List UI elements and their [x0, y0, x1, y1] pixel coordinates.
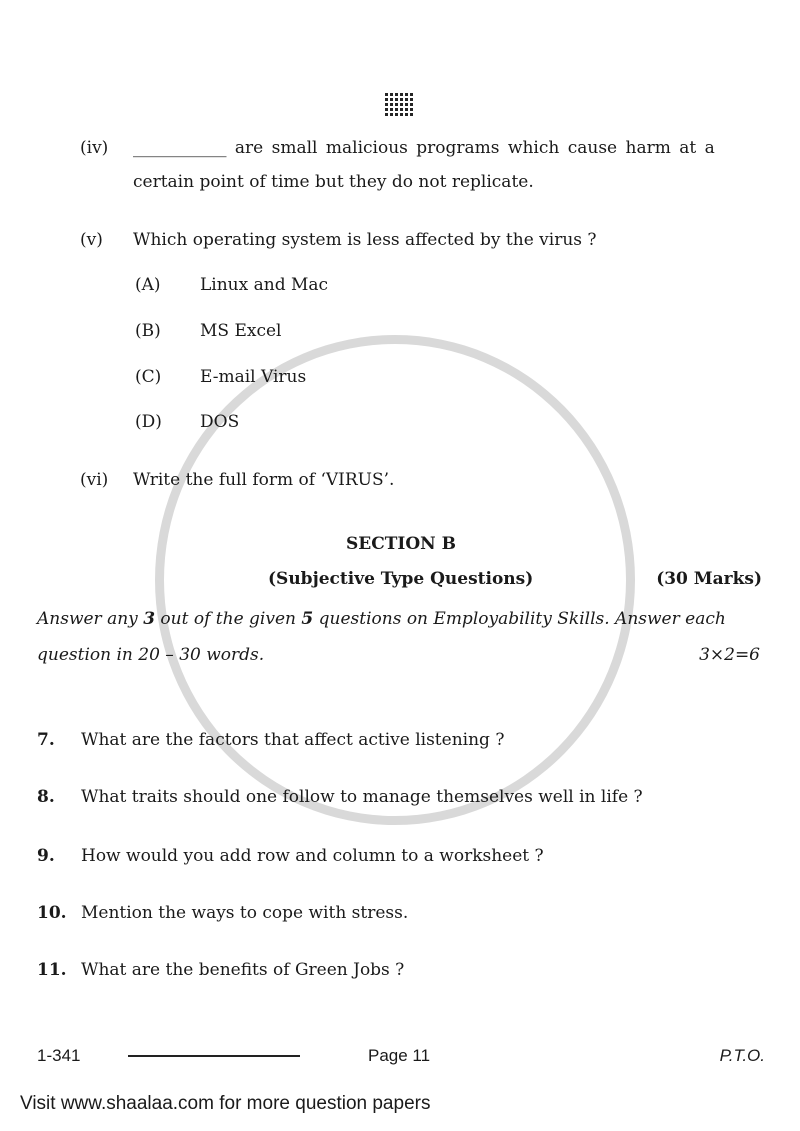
question-number: 11. — [37, 960, 67, 980]
question-number: 7. — [37, 730, 55, 750]
footer-divider — [128, 1055, 300, 1057]
option-key: (B) — [135, 321, 161, 341]
pto-label: P.T.O. — [719, 1046, 765, 1065]
question-number: 10. — [37, 903, 67, 923]
question-text: Mention the ways to cope with stress. — [81, 903, 409, 923]
option-text: Linux and Mac — [200, 275, 329, 295]
question-number: 8. — [37, 787, 55, 807]
question-text: certain point of time but they do not replicate. — [133, 172, 534, 192]
option-text: MS Excel — [200, 321, 282, 341]
question-number: (v) — [80, 230, 103, 250]
paper-code: 1-341 — [37, 1046, 81, 1065]
question-text: What are the benefits of Green Jobs ? — [81, 960, 405, 980]
instructions-number: 5 — [301, 609, 314, 629]
marking-scheme: 3×2=6 — [699, 645, 760, 665]
option-key: (A) — [135, 275, 161, 295]
visit-link[interactable]: Visit www.shaalaa.com for more question papers — [20, 1093, 431, 1114]
question-number: (iv) — [80, 138, 109, 158]
instructions-line2: question in 20 – 30 words. — [37, 645, 265, 665]
section-title: SECTION B — [346, 534, 457, 554]
question-number: (vi) — [80, 470, 109, 490]
instructions — [37, 608, 726, 630]
option-key: (C) — [135, 367, 162, 387]
question-text: ___________ are small malicious programs which cause harm at a — [133, 138, 715, 158]
instructions-part: out of the given — [155, 609, 302, 629]
section-marks: (30 Marks) — [656, 569, 762, 589]
option-text: DOS — [200, 412, 240, 432]
instructions-number: 3 — [143, 609, 156, 629]
question-text: What traits should one follow to manage themselves well in life ? — [81, 787, 643, 807]
question-text: Which operating system is less affected by the virus ? — [133, 230, 597, 250]
option-text: E-mail Virus — [200, 367, 307, 387]
qr-code-icon — [385, 92, 413, 118]
question-text: How would you add row and column to a worksheet ? — [81, 846, 544, 866]
page-number: Page 11 — [368, 1046, 431, 1065]
option-key: (D) — [135, 412, 162, 432]
instructions-part: Answer any — [37, 609, 144, 629]
instructions-part: questions on Employability Skills. Answer each — [313, 609, 726, 629]
section-subtitle: (Subjective Type Questions) — [268, 569, 534, 589]
question-text: What are the factors that affect active listening ? — [81, 730, 505, 750]
question-text: Write the full form of ‘VIRUS’. — [133, 470, 395, 490]
question-number: 9. — [37, 846, 55, 866]
